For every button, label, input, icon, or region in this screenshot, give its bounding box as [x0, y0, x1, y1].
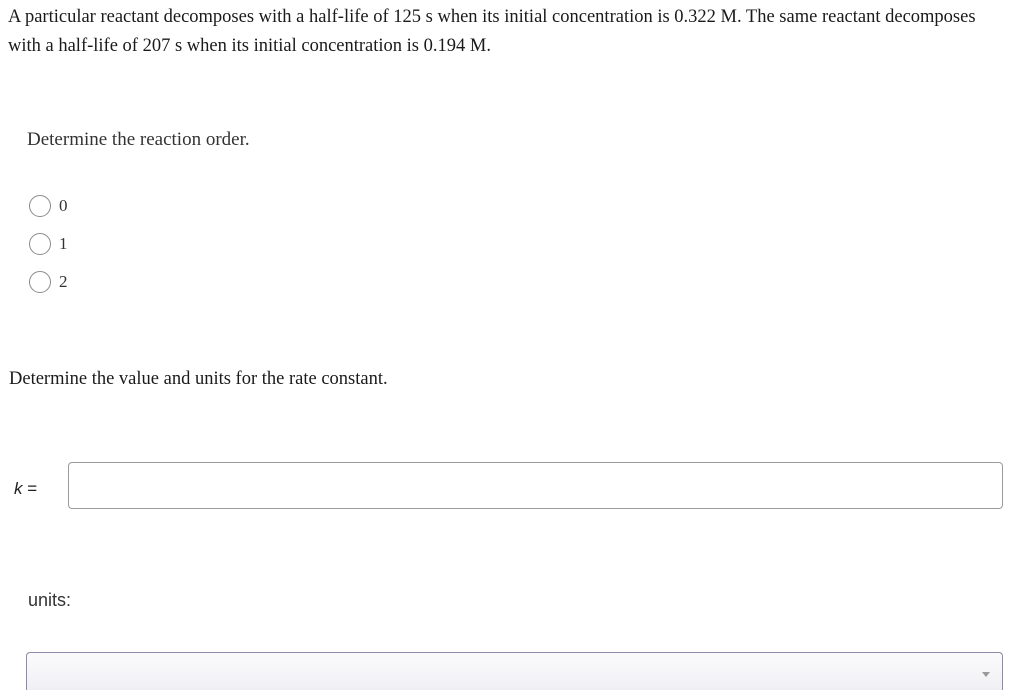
reaction-order-prompt: Determine the reaction order. — [27, 129, 250, 150]
equals-sign: = — [22, 479, 38, 498]
caret-down-icon — [982, 672, 990, 677]
k-label — [14, 479, 37, 499]
option-order-2[interactable] — [29, 270, 68, 294]
option-label: 1 — [59, 234, 68, 253]
radio-button-order-0[interactable] — [29, 195, 51, 217]
option-order-0[interactable] — [29, 194, 68, 218]
option-label: 2 — [59, 272, 68, 291]
option-label: 0 — [59, 196, 68, 215]
units-dropdown[interactable] — [26, 652, 1003, 690]
rate-constant-prompt: Determine the value and units for the rate constant. — [9, 369, 388, 389]
k-variable: k — [14, 479, 23, 498]
k-value-input[interactable] — [68, 462, 1003, 509]
option-order-1[interactable] — [29, 232, 68, 256]
question-text: A particular reactant decomposes with a half-life of 125 s when its initial concentration is 0.322 M. The same reactant decomposes with a half-life of 207 s when its initial concentration is 0.194 M. — [8, 7, 976, 56]
radio-button-order-2[interactable] — [29, 271, 51, 293]
reaction-order-options — [29, 194, 68, 308]
radio-button-order-1[interactable] — [29, 233, 51, 255]
units-label: units: — [28, 590, 72, 610]
